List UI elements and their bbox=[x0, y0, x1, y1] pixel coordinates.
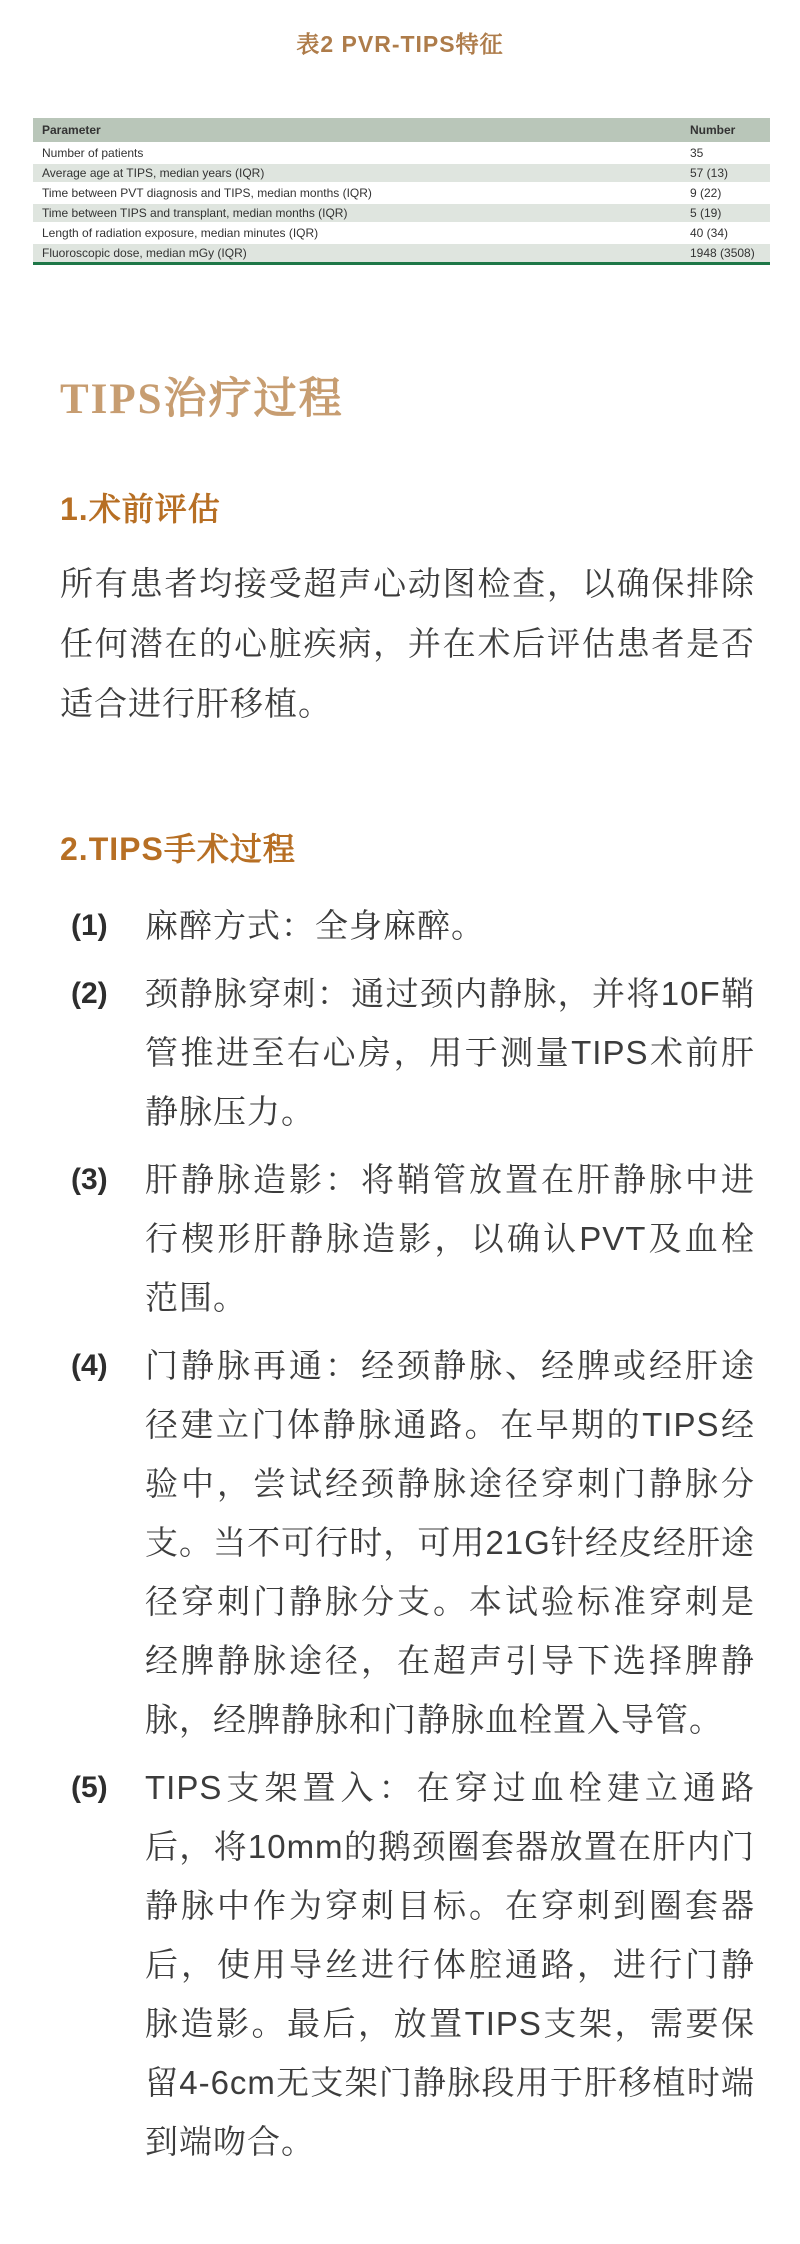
main-heading: TIPS治疗过程 bbox=[60, 376, 344, 423]
list-item-text: TIPS支架置入：在穿过血栓建立通路后，将10mm的鹅颈圈套器放置在肝内门静脉中作为穿刺目标。在穿刺到圈套器后，使用导丝进行体腔通路，进行门静脉造影。最后，放置TIPS支架，需要保留4-6cm无支架门静脉段用于肝移植时端到端吻合。 bbox=[145, 1769, 755, 2160]
number-cell: 35 bbox=[681, 143, 770, 163]
list-item-text: 门静脉再通：经颈静脉、经脾或经肝途径建立门体静脉通路。在早期的TIPS经验中，尝试经颈静脉途径穿刺门静脉分支。当不可行时，可用21G针经皮经肝途径穿刺门静脉分支。本试验标准穿刺是经脾静脉途径，在超声引导下选择脾静脉，经脾静脉和门静脉血栓置入导管。 bbox=[145, 1347, 755, 1738]
list-item-text: 肝静脉造影：将鞘管放置在肝静脉中进行楔形肝静脉造影，以确认PVT及血栓范围。 bbox=[145, 1161, 755, 1316]
list-item bbox=[60, 1150, 755, 1327]
procedure-list bbox=[60, 896, 755, 2171]
table-row bbox=[33, 243, 770, 264]
parameter-cell: Fluoroscopic dose, median mGy (IQR) bbox=[33, 243, 681, 264]
table-title: 表2 PVR-TIPS特征 bbox=[296, 31, 504, 57]
table-row bbox=[33, 183, 770, 203]
article-page bbox=[0, 26, 800, 2210]
column-header-parameter: Parameter bbox=[33, 118, 681, 143]
list-item-number: (5) bbox=[71, 1771, 108, 1804]
section2-heading: 2.TIPS手术过程 bbox=[60, 831, 296, 867]
list-item-number: (3) bbox=[71, 1163, 108, 1196]
section-tips-procedure bbox=[0, 824, 800, 2171]
table-header-row bbox=[33, 118, 770, 143]
list-item-number: (1) bbox=[71, 909, 108, 942]
table-row bbox=[33, 143, 770, 163]
list-item-number: (2) bbox=[71, 977, 108, 1010]
table-row bbox=[33, 203, 770, 223]
pvr-tips-table bbox=[33, 118, 770, 265]
column-header-number: Number bbox=[681, 118, 770, 143]
list-item-text: 颈静脉穿刺：通过颈内静脉，并将10F鞘管推进至右心房，用于测量TIPS术前肝静脉压力。 bbox=[145, 975, 755, 1130]
number-cell: 57 (13) bbox=[681, 163, 770, 183]
parameter-cell: Average age at TIPS, median years (IQR) bbox=[33, 163, 681, 183]
number-cell: 5 (19) bbox=[681, 203, 770, 223]
table-row bbox=[33, 163, 770, 183]
list-item bbox=[60, 964, 755, 1141]
section1-paragraph: 所有患者均接受超声心动图检查，以确保排除任何潜在的心脏疾病，并在术后评估患者是否适合进行肝移植。 bbox=[60, 565, 755, 722]
parameter-cell: Time between TIPS and transplant, median months (IQR) bbox=[33, 203, 681, 223]
parameter-cell: Length of radiation exposure, median minutes (IQR) bbox=[33, 223, 681, 243]
number-cell: 1948 (3508) bbox=[681, 243, 770, 264]
parameter-cell: Time between PVT diagnosis and TIPS, median months (IQR) bbox=[33, 183, 681, 203]
number-cell: 9 (22) bbox=[681, 183, 770, 203]
list-item bbox=[60, 1336, 755, 1749]
list-item bbox=[60, 896, 755, 955]
pvr-tips-table-container bbox=[33, 118, 770, 265]
number-cell: 40 (34) bbox=[681, 223, 770, 243]
section1-heading: 1.术前评估 bbox=[60, 491, 221, 527]
list-item-number: (4) bbox=[71, 1349, 108, 1382]
table-row bbox=[33, 223, 770, 243]
section-preop-evaluation bbox=[0, 484, 800, 734]
list-item-text: 麻醉方式：全身麻醉。 bbox=[145, 907, 485, 944]
parameter-cell: Number of patients bbox=[33, 143, 681, 163]
list-item bbox=[60, 1758, 755, 2171]
